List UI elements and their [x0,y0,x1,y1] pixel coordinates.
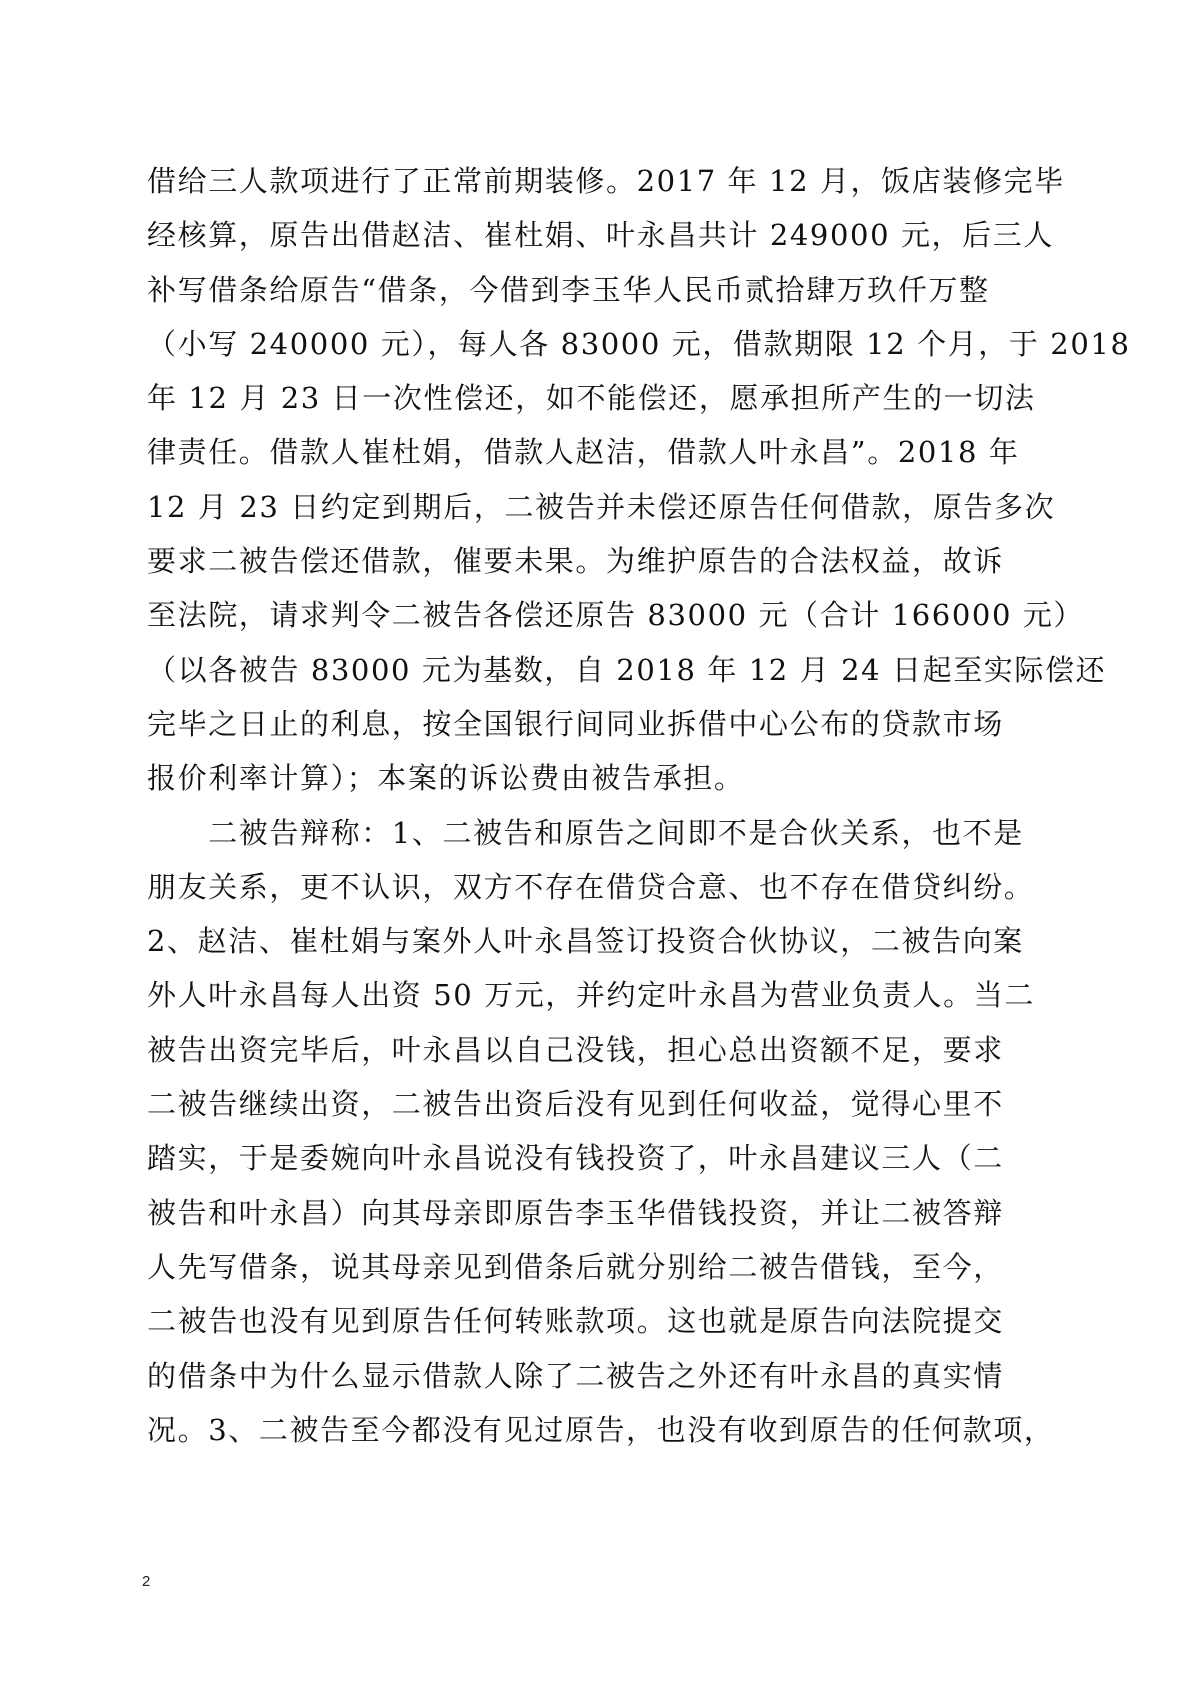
text-line: 经核算，原告出借赵洁、崔杜娟、叶永昌共计 249000 元，后三人 [147,218,1054,253]
text-line: 二被告继续出资，二被告出资后没有见到任何收益，觉得心里不 [147,1087,1004,1122]
text-line: 朋友关系，更不认识，双方不存在借贷合意、也不存在借贷纠纷。 [147,869,1035,904]
text-line: 至法院，请求判令二被告各偿还原告 83000 元（合计 166000 元） [147,598,1085,633]
text-line: 要求二被告偿还借款，催要未果。为维护原告的合法权益，故诉 [147,544,1004,579]
text-line: 二被告也没有见到原告任何转账款项。这也就是原告向法院提交 [147,1304,1004,1339]
text-line: 被告和叶永昌）向其母亲即原告李玉华借钱投资，并让二被答辩 [147,1195,1004,1230]
text-line: 被告出资完毕后，叶永昌以自己没钱，担心总出资额不足，要求 [147,1032,1004,1067]
text-line: （小写 240000 元），每人各 83000 元，借款期限 12 个月，于 2018 [147,326,1131,361]
text-line: 2、赵洁、崔杜娟与案外人叶永昌签订投资合伙协议，二被告向案 [147,924,1024,959]
text-line: 12 月 23 日约定到期后，二被告并未偿还原告任何借款，原告多次 [147,489,1056,524]
text-line: 外人叶永昌每人出资 50 万元，并约定叶永昌为营业负责人。当二 [147,978,1035,1013]
text-line: 借给三人款项进行了正常前期装修。2017 年 12 月，饭店装修完毕 [147,164,1065,198]
text-line: 的借条中为什么显示借款人除了二被告之外还有叶永昌的真实情 [147,1358,1004,1393]
text-line: 年 12 月 23 日一次性偿还，如不能偿还，愿承担所产生的一切法 [147,381,1036,416]
text-line: 况。3、二被告至今都没有见过原告，也没有收到原告的任何款项， [147,1412,1055,1447]
text-line: 人先写借条，说其母亲见到借条后就分别给二被告借钱，至今， [147,1249,1004,1284]
text-line: （以各被告 83000 元为基数，自 2018 年 12 月 24 日起至实际偿还 [147,652,1107,687]
paragraph-start-line: 二被告辩称：1、二被告和原告之间即不是合伙关系，也不是 [147,815,1024,850]
page-number: 2 [142,1573,151,1590]
text-line: 踏实，于是委婉向叶永昌说没有钱投资了，叶永昌建议三人（二 [147,1141,1004,1176]
text-line: 完毕之日止的利息，按全国银行间同业拆借中心公布的贷款市场 [147,706,1004,741]
text-line: 补写借条给原告“借条，今借到李玉华人民币贰拾肆万玖仟万整 [147,272,990,307]
document-body [147,154,1131,1457]
text-line: 报价利率计算）；本案的诉讼费由被告承担。 [147,761,745,796]
text-line: 律责任。借款人崔杜娟，借款人赵洁，借款人叶永昌”。2018 年 [147,435,1020,470]
